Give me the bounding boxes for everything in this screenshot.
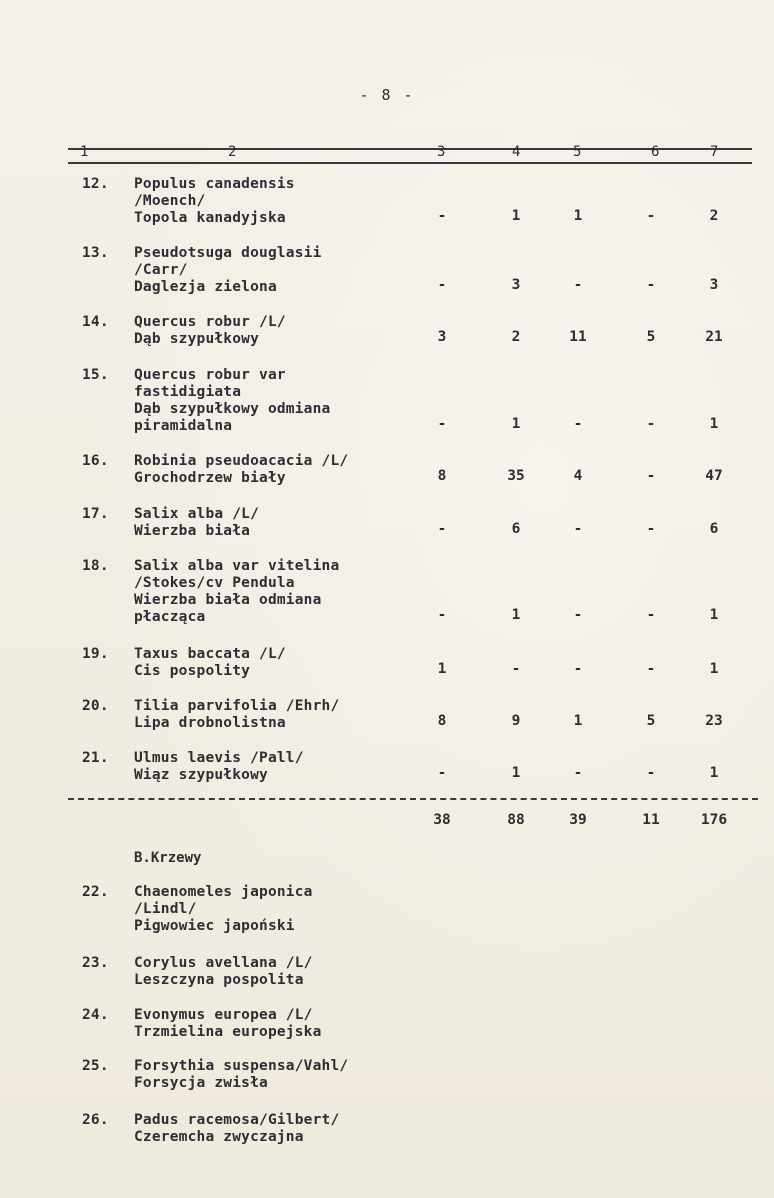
- cell-col3: 1: [437, 661, 447, 677]
- cell-col7: 21: [705, 329, 723, 345]
- row-number: 22.: [82, 884, 109, 900]
- cell-col6: -: [646, 277, 656, 293]
- total-col5: 39: [569, 812, 587, 828]
- row-number: 26.: [82, 1112, 109, 1128]
- page-number: - 8 -: [359, 86, 415, 104]
- species-author: /Stokes/cv Pendula: [134, 575, 295, 591]
- species-polish: Forsycja zwisła: [134, 1075, 268, 1091]
- cell-col3: 8: [437, 468, 447, 484]
- cell-col3: -: [437, 277, 447, 293]
- row-number: 23.: [82, 955, 109, 971]
- cell-col5: 4: [573, 468, 583, 484]
- species-author: /Lindl/: [134, 901, 197, 917]
- species-author: /Moench/: [134, 193, 206, 209]
- species-latin: Forsythia suspensa/Vahl/: [134, 1058, 349, 1074]
- total-col7: 176: [700, 812, 728, 828]
- species-polish-cont: piramidalna: [134, 418, 233, 434]
- species-polish: Dąb szypułkowy: [134, 331, 260, 347]
- cell-col7: 1: [709, 416, 719, 432]
- cell-col5: -: [573, 521, 583, 537]
- cell-col4: 6: [511, 521, 521, 537]
- cell-col7: 23: [705, 713, 723, 729]
- col-header-6: 6: [651, 144, 660, 160]
- cell-col4: 3: [511, 277, 521, 293]
- cell-col4: -: [511, 661, 521, 677]
- species-latin: Corylus avellana /L/: [134, 955, 313, 971]
- species-polish: Wierzba biała odmiana: [134, 592, 322, 608]
- total-col4: 88: [507, 812, 525, 828]
- cell-col3: -: [437, 607, 447, 623]
- cell-col4: 9: [511, 713, 521, 729]
- cell-col6: -: [646, 607, 656, 623]
- section-heading-shrubs: B.Krzewy: [134, 850, 202, 866]
- cell-col4: 1: [511, 208, 521, 224]
- cell-col6: 5: [646, 329, 656, 345]
- col-header-4: 4: [512, 144, 521, 160]
- cell-col6: 5: [646, 713, 656, 729]
- total-col3: 38: [433, 812, 451, 828]
- cell-col3: -: [437, 765, 447, 781]
- species-polish: Lipa drobnolistna: [134, 715, 286, 731]
- header-rule-bottom: [68, 162, 752, 164]
- species-polish-cont: płacząca: [134, 609, 206, 625]
- cell-col7: 6: [709, 521, 719, 537]
- species-latin-cont: fastidigiata: [134, 384, 242, 400]
- total-col6: 11: [642, 812, 660, 828]
- cell-col5: -: [573, 416, 583, 432]
- cell-col5: -: [573, 607, 583, 623]
- cell-col6: -: [646, 765, 656, 781]
- col-header-5: 5: [573, 144, 582, 160]
- species-latin: Tilia parvifolia /Ehrh/: [134, 698, 340, 714]
- species-polish: Grochodrzew biały: [134, 470, 286, 486]
- species-polish: Pigwowiec japoński: [134, 918, 295, 934]
- cell-col6: -: [646, 521, 656, 537]
- species-polish: Wiąz szypułkowy: [134, 767, 268, 783]
- row-number: 17.: [82, 506, 109, 522]
- row-number: 25.: [82, 1058, 109, 1074]
- row-number: 15.: [82, 367, 109, 383]
- species-latin: Quercus robur var: [134, 367, 286, 383]
- species-latin: Robinia pseudoacacia /L/: [134, 453, 349, 469]
- species-latin: Salix alba var vitelina: [134, 558, 340, 574]
- row-number: 21.: [82, 750, 109, 766]
- row-number: 14.: [82, 314, 109, 330]
- species-latin: Pseudotsuga douglasii: [134, 245, 322, 261]
- totals-divider: [68, 798, 758, 800]
- species-latin: Populus canadensis: [134, 176, 295, 192]
- species-polish: Daglezja zielona: [134, 279, 277, 295]
- row-number: 13.: [82, 245, 109, 261]
- col-header-3: 3: [437, 144, 446, 160]
- cell-col7: 1: [709, 607, 719, 623]
- species-polish: Topola kanadyjska: [134, 210, 286, 226]
- cell-col7: 2: [709, 208, 719, 224]
- species-latin: Padus racemosa/Gilbert/: [134, 1112, 340, 1128]
- row-number: 16.: [82, 453, 109, 469]
- cell-col5: 11: [569, 329, 587, 345]
- cell-col7: 1: [709, 661, 719, 677]
- cell-col3: -: [437, 521, 447, 537]
- species-latin: Salix alba /L/: [134, 506, 260, 522]
- row-number: 24.: [82, 1007, 109, 1023]
- cell-col3: 3: [437, 329, 447, 345]
- species-latin: Evonymus europea /L/: [134, 1007, 313, 1023]
- cell-col3: -: [437, 416, 447, 432]
- cell-col3: 8: [437, 713, 447, 729]
- cell-col7: 1: [709, 765, 719, 781]
- header-rule-top: [68, 148, 752, 150]
- cell-col6: -: [646, 661, 656, 677]
- cell-col4: 35: [507, 468, 525, 484]
- species-polish: Cis pospolity: [134, 663, 251, 679]
- species-author: /Carr/: [134, 262, 188, 278]
- species-polish: Leszczyna pospolita: [134, 972, 304, 988]
- col-header-1: 1: [80, 144, 89, 160]
- species-latin: Ulmus laevis /Pall/: [134, 750, 304, 766]
- row-number: 20.: [82, 698, 109, 714]
- cell-col5: -: [573, 661, 583, 677]
- cell-col4: 1: [511, 416, 521, 432]
- cell-col7: 47: [705, 468, 723, 484]
- species-latin: Quercus robur /L/: [134, 314, 286, 330]
- cell-col4: 2: [511, 329, 521, 345]
- species-latin: Taxus baccata /L/: [134, 646, 286, 662]
- row-number: 19.: [82, 646, 109, 662]
- cell-col6: -: [646, 208, 656, 224]
- cell-col6: -: [646, 468, 656, 484]
- species-latin: Chaenomeles japonica: [134, 884, 313, 900]
- cell-col5: 1: [573, 713, 583, 729]
- species-polish: Dąb szypułkowy odmiana: [134, 401, 331, 417]
- row-number: 18.: [82, 558, 109, 574]
- col-header-2: 2: [228, 144, 237, 160]
- cell-col4: 1: [511, 765, 521, 781]
- row-number: 12.: [82, 176, 109, 192]
- cell-col4: 1: [511, 607, 521, 623]
- cell-col5: -: [573, 765, 583, 781]
- species-polish: Trzmielina europejska: [134, 1024, 322, 1040]
- col-header-7: 7: [710, 144, 719, 160]
- cell-col7: 3: [709, 277, 719, 293]
- cell-col5: 1: [573, 208, 583, 224]
- species-polish: Wierzba biała: [134, 523, 251, 539]
- cell-col6: -: [646, 416, 656, 432]
- cell-col5: -: [573, 277, 583, 293]
- species-polish: Czeremcha zwyczajna: [134, 1129, 304, 1145]
- cell-col3: -: [437, 208, 447, 224]
